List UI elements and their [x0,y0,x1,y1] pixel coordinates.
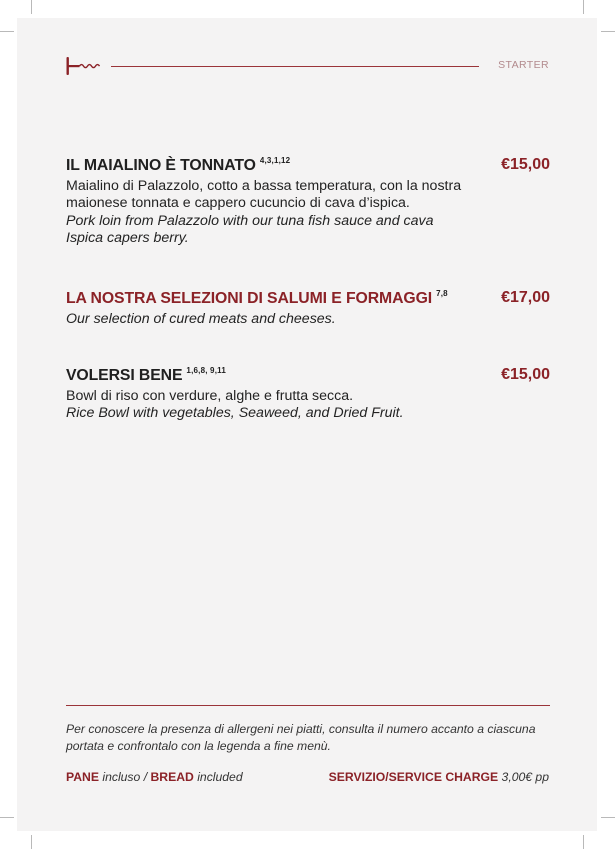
menu-item-price: €17,00 [501,289,550,306]
menu-item-description-en: Pork loin from Palazzolo with our tuna fish sauce and cava Ispica capers berry. [66,212,434,247]
bread-label-en: BREAD [150,770,194,784]
menu-item-volersi-bene [66,366,550,423]
bread-label-it: PANE [66,770,99,784]
menu-item-description-it: Maialino di Palazzolo, cotto a bassa temperatura, con la nostra maionese tonnata e cappero cucuncio di cava d’ispica. [66,178,462,212]
menu-item-title-row [66,289,550,311]
service-charge-value: 3,00€ pp [501,770,549,784]
menu-item-salumi-formaggi [66,289,550,328]
crop-mark-bottom-left-vertical [31,835,32,849]
menu-item-title: LA NOSTRA SELEZIONI DI SALUMI E FORMAGGI [66,290,433,307]
menu-item-description-en: Our selection of cured meats and cheeses. [66,311,336,327]
allergen-codes: 1,6,8, 9,11 [186,366,226,375]
crop-mark-bottom-right-horizontal [601,817,615,818]
service-charge-label: SERVIZIO/SERVICE CHARGE [328,770,499,784]
bread-value-en: included [197,770,243,784]
menu-item-title-row [66,156,550,178]
menu-item-title-row [66,366,550,388]
bread-value-it: incluso [102,770,141,784]
menu-item-title: IL MAIALINO È TONNATO [66,157,256,174]
crop-mark-top-right-horizontal [601,31,615,32]
service-charge-note [329,770,549,784]
crop-mark-top-right-vertical [583,0,584,14]
menu-item-maialino-tonnato [66,156,550,248]
bread-separator: / [143,770,148,784]
crop-mark-top-left-vertical [31,0,32,14]
menu-item-description-it: Bowl di riso con verdure, alghe e frutta secca. [66,388,354,404]
menu-item-title: VOLERSI BENE [66,367,183,384]
crop-mark-bottom-right-vertical [583,835,584,849]
menu-item-price: €15,00 [501,366,550,383]
allergen-note: Per conoscere la presenza di allergeni nei piatti, consulta il numero accanto a ciascuna portata e confrontalo con la legenda a fine menù. [66,722,536,753]
allergen-codes: 4,3,1,12 [259,156,291,165]
menu-item-description-en: Rice Bowl with vegetables, Seaweed, and Dried Fruit. [66,405,404,422]
crop-mark-bottom-left-horizontal [0,817,14,818]
bread-note [66,770,243,784]
corkscrew-logo-icon [66,56,104,76]
allergen-codes: 7,8 [436,289,448,298]
menu-sheet [17,18,597,831]
footer-divider [66,705,550,706]
menu-header [66,56,549,76]
crop-mark-top-left-horizontal [0,31,14,32]
header-divider [111,66,479,67]
section-label: STARTER [498,59,549,71]
menu-item-price: €15,00 [501,156,550,173]
